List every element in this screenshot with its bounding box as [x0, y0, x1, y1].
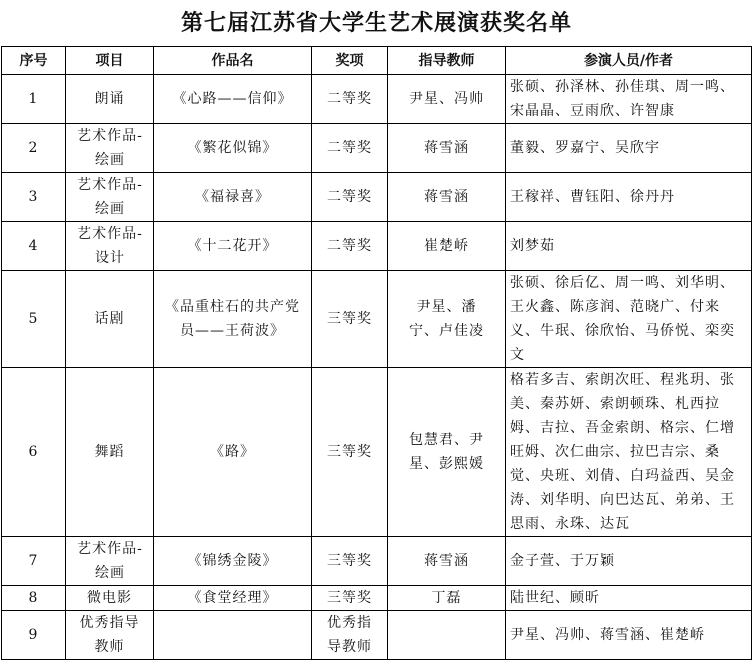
- row-category-text: 艺术作品-绘画: [77, 177, 143, 217]
- row-category: [66, 537, 154, 586]
- row-work-text: 《品重柱石的共产党员——王荷波》: [165, 299, 300, 339]
- row-advisor: 尹星、冯帅: [388, 75, 506, 124]
- row-category: [66, 222, 154, 271]
- row-work: 《路》: [154, 368, 312, 537]
- row-advisor: 蒋雪涵: [388, 537, 506, 586]
- row-participants: 金子萱、于万颖: [506, 537, 752, 586]
- row-category-text: 艺术作品-设计: [77, 226, 143, 266]
- row-work: 《锦绣金陵》: [154, 537, 312, 586]
- header-category: 项目: [66, 47, 154, 75]
- row-advisor: [388, 368, 506, 537]
- row-award-text: 优秀指导教师: [327, 615, 372, 655]
- row-advisor-text: 包慧君、尹星、彭熙媛: [409, 432, 484, 472]
- header-advisor: 指导教师: [388, 47, 506, 75]
- table-header-row: [2, 47, 752, 75]
- row-work: 《十二花开》: [154, 222, 312, 271]
- row-category: [66, 75, 154, 124]
- row-advisor-text: 尹星、潘宁、卢佳凌: [409, 299, 484, 339]
- row-award: [312, 611, 388, 660]
- row-participants: 格若多吉、索朗次旺、程兆玥、张美、秦苏妍、索朗顿珠、札西拉姆、吉拉、吾金索朗、格宗、仁增旺姆、次仁曲宗、拉巴吉宗、桑觉、央班、刘倩、白玛益西、吴金涛、刘华明、向巴达瓦、弟弟、王思雨、永珠、达瓦: [506, 368, 752, 537]
- header-work: 作品名: [154, 47, 312, 75]
- table-row: [2, 75, 752, 124]
- row-advisor: [388, 271, 506, 368]
- row-category-text: 话剧: [94, 311, 125, 327]
- row-work: [154, 611, 312, 660]
- table-row: [2, 611, 752, 660]
- row-advisor: 蒋雪涵: [388, 124, 506, 173]
- awards-table: [1, 46, 752, 660]
- row-participants: 王稼祥、曹钰阳、徐丹丹: [506, 173, 752, 222]
- row-number: 4: [2, 222, 66, 271]
- row-category-text: 舞蹈: [94, 444, 125, 460]
- row-category: [66, 124, 154, 173]
- row-work: 《福禄喜》: [154, 173, 312, 222]
- row-award: 二等奖: [312, 222, 388, 271]
- row-work: [154, 271, 312, 368]
- row-work: 《繁花似锦》: [154, 124, 312, 173]
- row-number: 7: [2, 537, 66, 586]
- row-category: [66, 586, 154, 611]
- row-category: [66, 271, 154, 368]
- row-number: 5: [2, 271, 66, 368]
- row-number: 8: [2, 586, 66, 611]
- row-category: [66, 173, 154, 222]
- row-advisor: [388, 611, 506, 660]
- table-row: [2, 586, 752, 611]
- table-row: [2, 271, 752, 368]
- header-award: 奖项: [312, 47, 388, 75]
- row-award: 三等奖: [312, 271, 388, 368]
- header-participants: 参演人员/作者: [506, 47, 752, 75]
- row-award: 三等奖: [312, 537, 388, 586]
- row-award: 二等奖: [312, 75, 388, 124]
- row-work: 《心路——信仰》: [154, 75, 312, 124]
- row-category-text: 艺术作品-绘画: [77, 541, 143, 581]
- row-advisor: 丁磊: [388, 586, 506, 611]
- row-number: 9: [2, 611, 66, 660]
- row-category-text: 微电影: [87, 590, 132, 606]
- row-number: 1: [2, 75, 66, 124]
- row-category-text: 艺术作品-绘画: [77, 128, 143, 168]
- row-award: 三等奖: [312, 586, 388, 611]
- table-row: [2, 368, 752, 537]
- row-number: 6: [2, 368, 66, 537]
- row-participants: 张硕、徐后亿、周一鸣、刘华明、王火鑫、陈彦润、范晓广、付来义、牛珉、徐欣怡、马侨悦、栾奕文: [506, 271, 752, 368]
- row-advisor: 蒋雪涵: [388, 173, 506, 222]
- table-row: [2, 222, 752, 271]
- row-category-text: 优秀指导教师: [79, 615, 140, 655]
- row-category: [66, 611, 154, 660]
- row-award: 二等奖: [312, 173, 388, 222]
- row-participants: 陆世纪、顾昕: [506, 586, 752, 611]
- table-row: [2, 537, 752, 586]
- table-row: [2, 173, 752, 222]
- row-number: 3: [2, 173, 66, 222]
- row-participants: 董毅、罗嘉宁、吴欣宇: [506, 124, 752, 173]
- row-category-text: 朗诵: [94, 91, 125, 107]
- row-participants: 尹星、冯帅、蒋雪涵、崔楚峤: [506, 611, 752, 660]
- row-category: [66, 368, 154, 537]
- header-number: 序号: [2, 47, 66, 75]
- row-participants: 刘梦茹: [506, 222, 752, 271]
- row-work: 《食堂经理》: [154, 586, 312, 611]
- row-award: 二等奖: [312, 124, 388, 173]
- row-advisor: 崔楚峤: [388, 222, 506, 271]
- page-title: 第七届江苏省大学生艺术展演获奖名单: [180, 10, 572, 36]
- table-row: [2, 124, 752, 173]
- row-participants: 张硕、孙泽林、孙佳琪、周一鸣、宋晶晶、豆雨欣、许智康: [506, 75, 752, 124]
- row-number: 2: [2, 124, 66, 173]
- row-award: 三等奖: [312, 368, 388, 537]
